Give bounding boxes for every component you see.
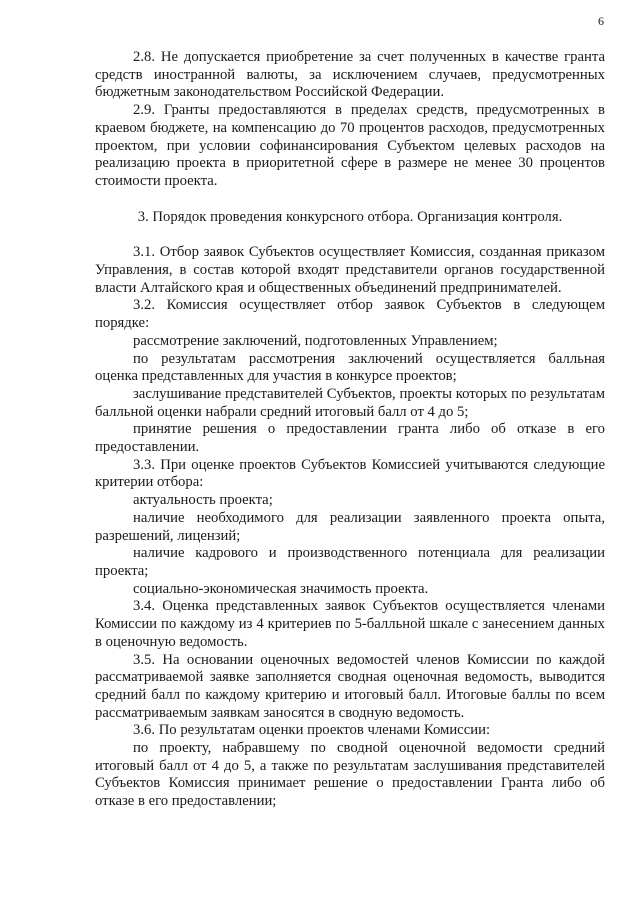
list-item: актуальность проекта; — [133, 492, 273, 509]
paragraph-3-2: 3.2. Комиссия осуществляет отбор заявок Субъектов в следующем порядке: — [95, 297, 605, 332]
paragraph-2-9: 2.9. Гранты предоставляются в пределах средств, предусмотренных в краевом бюджете, на компенсацию до 70 процентов расходов, предусмотренных проектом, при условии софинансирования Субъектом целевых расходов на реализацию проекта в приоритетной сфере в размере не менее 30 процентов стоимости проекта. — [95, 102, 605, 189]
section-heading-3: 3. Порядок проведения конкурсного отбора. Организация контроля. — [137, 208, 563, 225]
paragraph-3-6: 3.6. По результатам оценки проектов членами Комиссии: — [133, 722, 491, 739]
paragraph-3-1: 3.1. Отбор заявок Субъектов осуществляет Комиссия, созданная приказом Управления, в состав которой входят представители органов государственной власти Алтайского края и общественных объединений предпринимателей. — [95, 244, 605, 296]
list-item: наличие необходимого для реализации заявленного проекта опыта, разрешений, лицензий; — [95, 509, 605, 544]
list-item: по результатам рассмотрения заключений осуществляется балльная оценка представленных для участия в конкурсе проектов; — [95, 350, 605, 385]
document-body — [95, 49, 605, 811]
paragraph-3-5: 3.5. На основании оценочных ведомостей членов Комиссии по каждой рассматриваемой заявке заполняется сводная оценочная ведомость, выводится средний балл по каждому критерию и итоговый балл. Итоговые баллы по всем рассматриваемым заявкам заносятся в сводную ведомость. — [95, 651, 605, 721]
list-item: рассмотрение заключений, подготовленных Управлением; — [133, 332, 498, 349]
list-item: заслушивание представителей Субъектов, проекты которых по результатам балльной оценки набрали средний итоговый балл от 4 до 5; — [95, 385, 605, 420]
paragraph-3-4: 3.4. Оценка представленных заявок Субъектов осуществляется членами Комиссии по каждому из 4 критериев по 5-балльной шкале с занесением данных в оценочную ведомость. — [95, 598, 605, 650]
list-item: наличие кадрового и производственного потенциала для реализации проекта; — [95, 545, 605, 579]
paragraph-3-3: 3.3. При оценке проектов Субъектов Комиссией учитываются следующие критерии отбора: — [95, 456, 605, 491]
list-item: по проекту, набравшему по сводной оценочной ведомости средний итоговый балл от 4 до 5, а также по результатам заслушивания представителей Субъектов Комиссия принимает решение о предоставлении Гранта либо об отказе в его предоставлении; — [95, 740, 605, 810]
page-number: 6 — [598, 14, 604, 28]
paragraph-2-8: 2.8. Не допускается приобретение за счет полученных в качестве гранта средств иностранной валюты, за исключением случаев, предусмотренных бюджетным законодательством Российской Федерации. — [95, 49, 605, 101]
list-item: принятие решения о предоставлении гранта либо об отказе в его предоставлении. — [95, 421, 605, 456]
list-item: социально-экономическая значимость проекта. — [133, 580, 429, 597]
